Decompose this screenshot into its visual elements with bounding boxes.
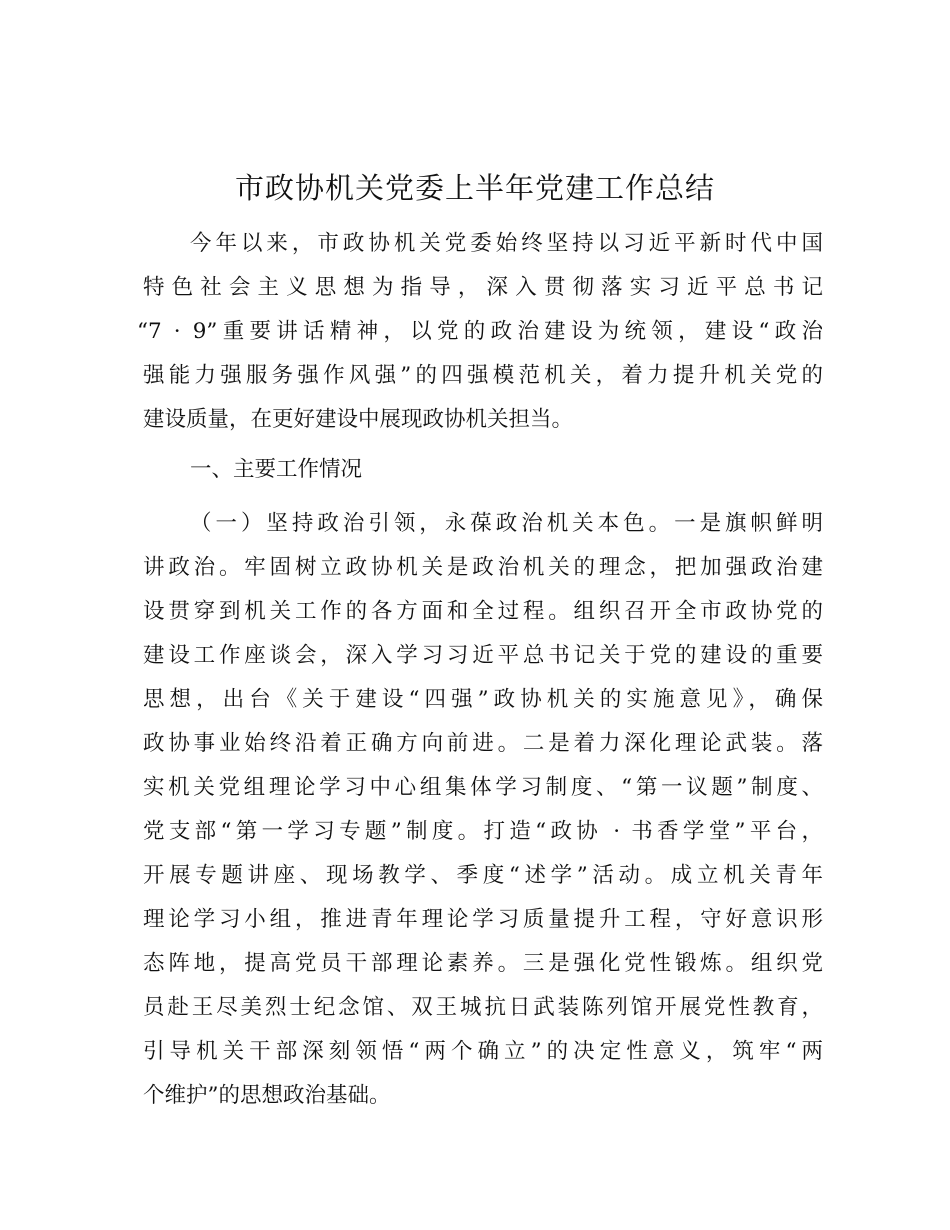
section1-line-7: 实机关党组理论学习中心组集体学习制度、“第一议题”制度、 <box>143 775 823 800</box>
section1-line-14: 个维护”的思想政治基础。 <box>143 1083 391 1108</box>
section1-line-4: 建设工作座谈会，深入学习习近平总书记关于党的建设的重要 <box>143 643 823 668</box>
section-heading: 一、主要工作情况 <box>190 457 363 482</box>
intro-line-1: 今年以来，市政协机关党委始终坚持以习近平新时代中国 <box>190 231 823 256</box>
section1-line-12: 员赴王尽美烈士纪念馆、双王城抗日武装陈列馆开展党性教育， <box>143 995 823 1020</box>
section1-line-1: （一）坚持政治引领，永葆政治机关本色。一是旗帜鲜明 <box>190 511 823 536</box>
intro-line-4: 强能力强服务强作风强”的四强模范机关，着力提升机关党的 <box>143 363 823 388</box>
intro-line-5: 建设质量，在更好建设中展现政协机关担当。 <box>143 407 574 432</box>
section1-line-6: 政协事业始终沿着正确方向前进。二是着力深化理论武装。落 <box>143 731 823 756</box>
section1-line-13: 引导机关干部深刻领悟“两个确立”的决定性意义，筑牢“两 <box>143 1039 823 1064</box>
intro-line-3: “7 · 9”重要讲话精神，以党的政治建设为统领，建设“政治 <box>137 319 823 344</box>
section1-line-3: 设贯穿到机关工作的各方面和全过程。组织召开全市政协党的 <box>143 599 823 624</box>
intro-line-2: 特色社会主义思想为指导，深入贯彻落实习近平总书记 <box>143 275 823 300</box>
section1-line-5: 思想，出台《关于建设“四强”政协机关的实施意见》，确保 <box>143 687 823 712</box>
section1-line-10: 理论学习小组，推进青年理论学习质量提升工程，守好意识形 <box>143 907 823 932</box>
document-title: 市政协机关党委上半年党建工作总结 <box>234 171 715 205</box>
section1-line-8: 党支部“第一学习专题”制度。打造“政协 · 书香学堂”平台， <box>143 819 823 844</box>
section1-line-2: 讲政治。牢固树立政协机关是政治机关的理念，把加强政治建 <box>143 555 823 580</box>
section1-line-9: 开展专题讲座、现场教学、季度“述学”活动。成立机关青年 <box>143 863 823 888</box>
section1-line-11: 态阵地，提高党员干部理论素养。三是强化党性锻炼。组织党 <box>143 951 823 976</box>
